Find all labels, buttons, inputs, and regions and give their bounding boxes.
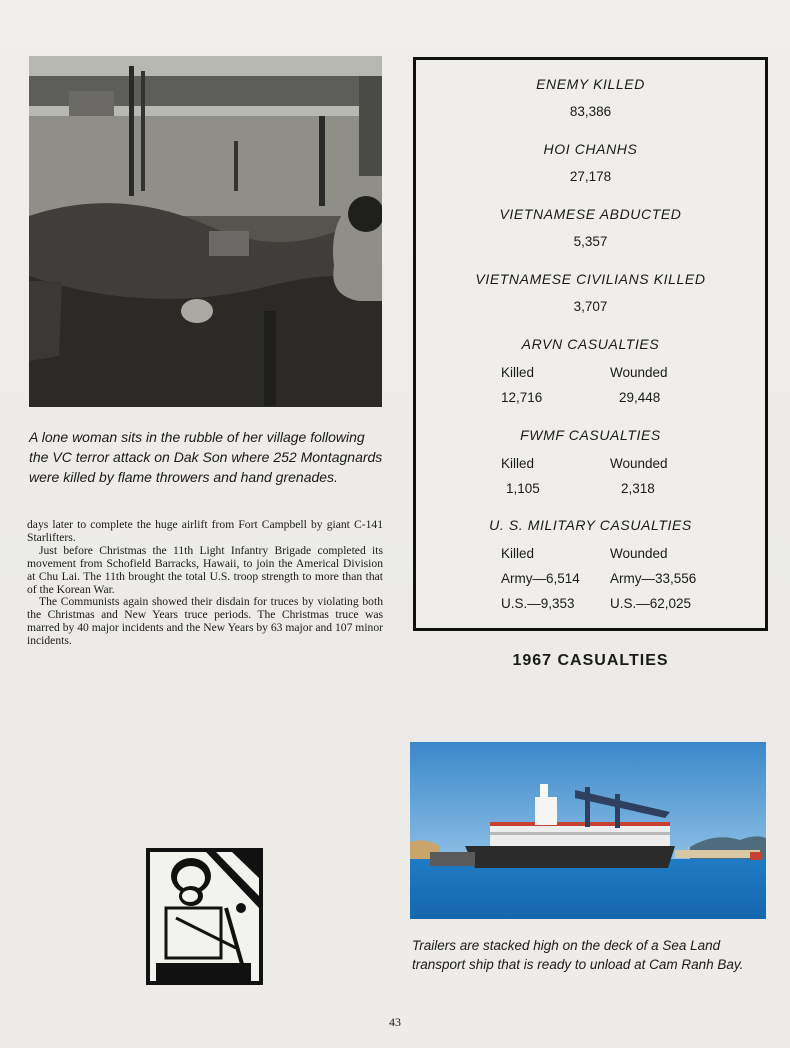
us-military-casualties-heading: U. S. MILITARY CASUALTIES (489, 517, 692, 533)
article-text (27, 519, 383, 648)
page-number: 43 (389, 1015, 401, 1029)
army-killed-value: Army—6,514 (501, 571, 580, 586)
photo-caption: A lone woman sits in the rubble of her village following the VC terror attack on Dak Son where 252 Montagnards were killed by flame throwers and hand grenades. (29, 429, 383, 485)
fwmf-casualties-heading: FWMF CASUALTIES (520, 427, 661, 443)
civilians-killed-value: 3,707 (573, 299, 608, 314)
hoi-chanhs-value: 27,178 (569, 169, 612, 184)
arvn-casualties-heading: ARVN CASUALTIES (521, 336, 660, 352)
us-killed-label: Killed (501, 546, 535, 561)
cartoon-illustration (146, 848, 263, 985)
us-total-wounded-value: U.S.—62,025 (610, 596, 692, 611)
arvn-killed-value: 12,716 (501, 390, 543, 405)
article-paragraph: days later to complete the huge airlift from Fort Campbell by giant C-141 Starlifters. (27, 518, 383, 544)
hoi-chanhs-heading: HOI CHANHS (543, 141, 638, 157)
casualties-stats-box (413, 57, 768, 631)
fwmf-killed-value: 1,105 (506, 481, 540, 496)
civilians-killed-heading: VIETNAMESE CIVILIANS KILLED (475, 271, 706, 287)
arvn-killed-label: Killed (501, 365, 535, 380)
vietnamese-abducted-heading: VIETNAMESE ABDUCTED (499, 206, 682, 222)
enemy-killed-heading: ENEMY KILLED (536, 76, 645, 92)
fwmf-killed-label: Killed (501, 456, 535, 471)
us-wounded-label: Wounded (610, 546, 668, 561)
arvn-wounded-value: 29,448 (619, 390, 661, 405)
village-rubble-photo (29, 56, 382, 407)
enemy-killed-value: 83,386 (569, 104, 612, 119)
arvn-wounded-label: Wounded (610, 365, 668, 380)
article-paragraph: The Communists again showed their disdain for truces by violating both the Christmas and New Years truce periods. The Christmas truce was marred by 40 major incidents and the New Years by 63 major and 107 minor incidents. (27, 595, 383, 648)
army-wounded-value: Army—33,556 (610, 571, 697, 586)
cargo-ship-photo (410, 742, 766, 919)
us-total-killed-value: U.S.—9,353 (501, 596, 575, 611)
article-paragraph: Just before Christmas the 11th Light Infantry Brigade completed its movement from Schofield Barracks, Hawaii, to join the Americal Division at Chu Lai. The 11th brought the total U.S. troop strength to more than that of the Korean War. (27, 543, 383, 596)
fwmf-wounded-value: 2,318 (621, 481, 655, 496)
ship-photo-caption: Trailers are stacked high on the deck of a Sea Land transport ship that is ready to unload at Cam Ranh Bay. (412, 938, 744, 972)
casualties-box-title: 1967 CASUALTIES (512, 652, 669, 669)
fwmf-wounded-label: Wounded (610, 456, 668, 471)
vietnamese-abducted-value: 5,357 (573, 234, 608, 249)
